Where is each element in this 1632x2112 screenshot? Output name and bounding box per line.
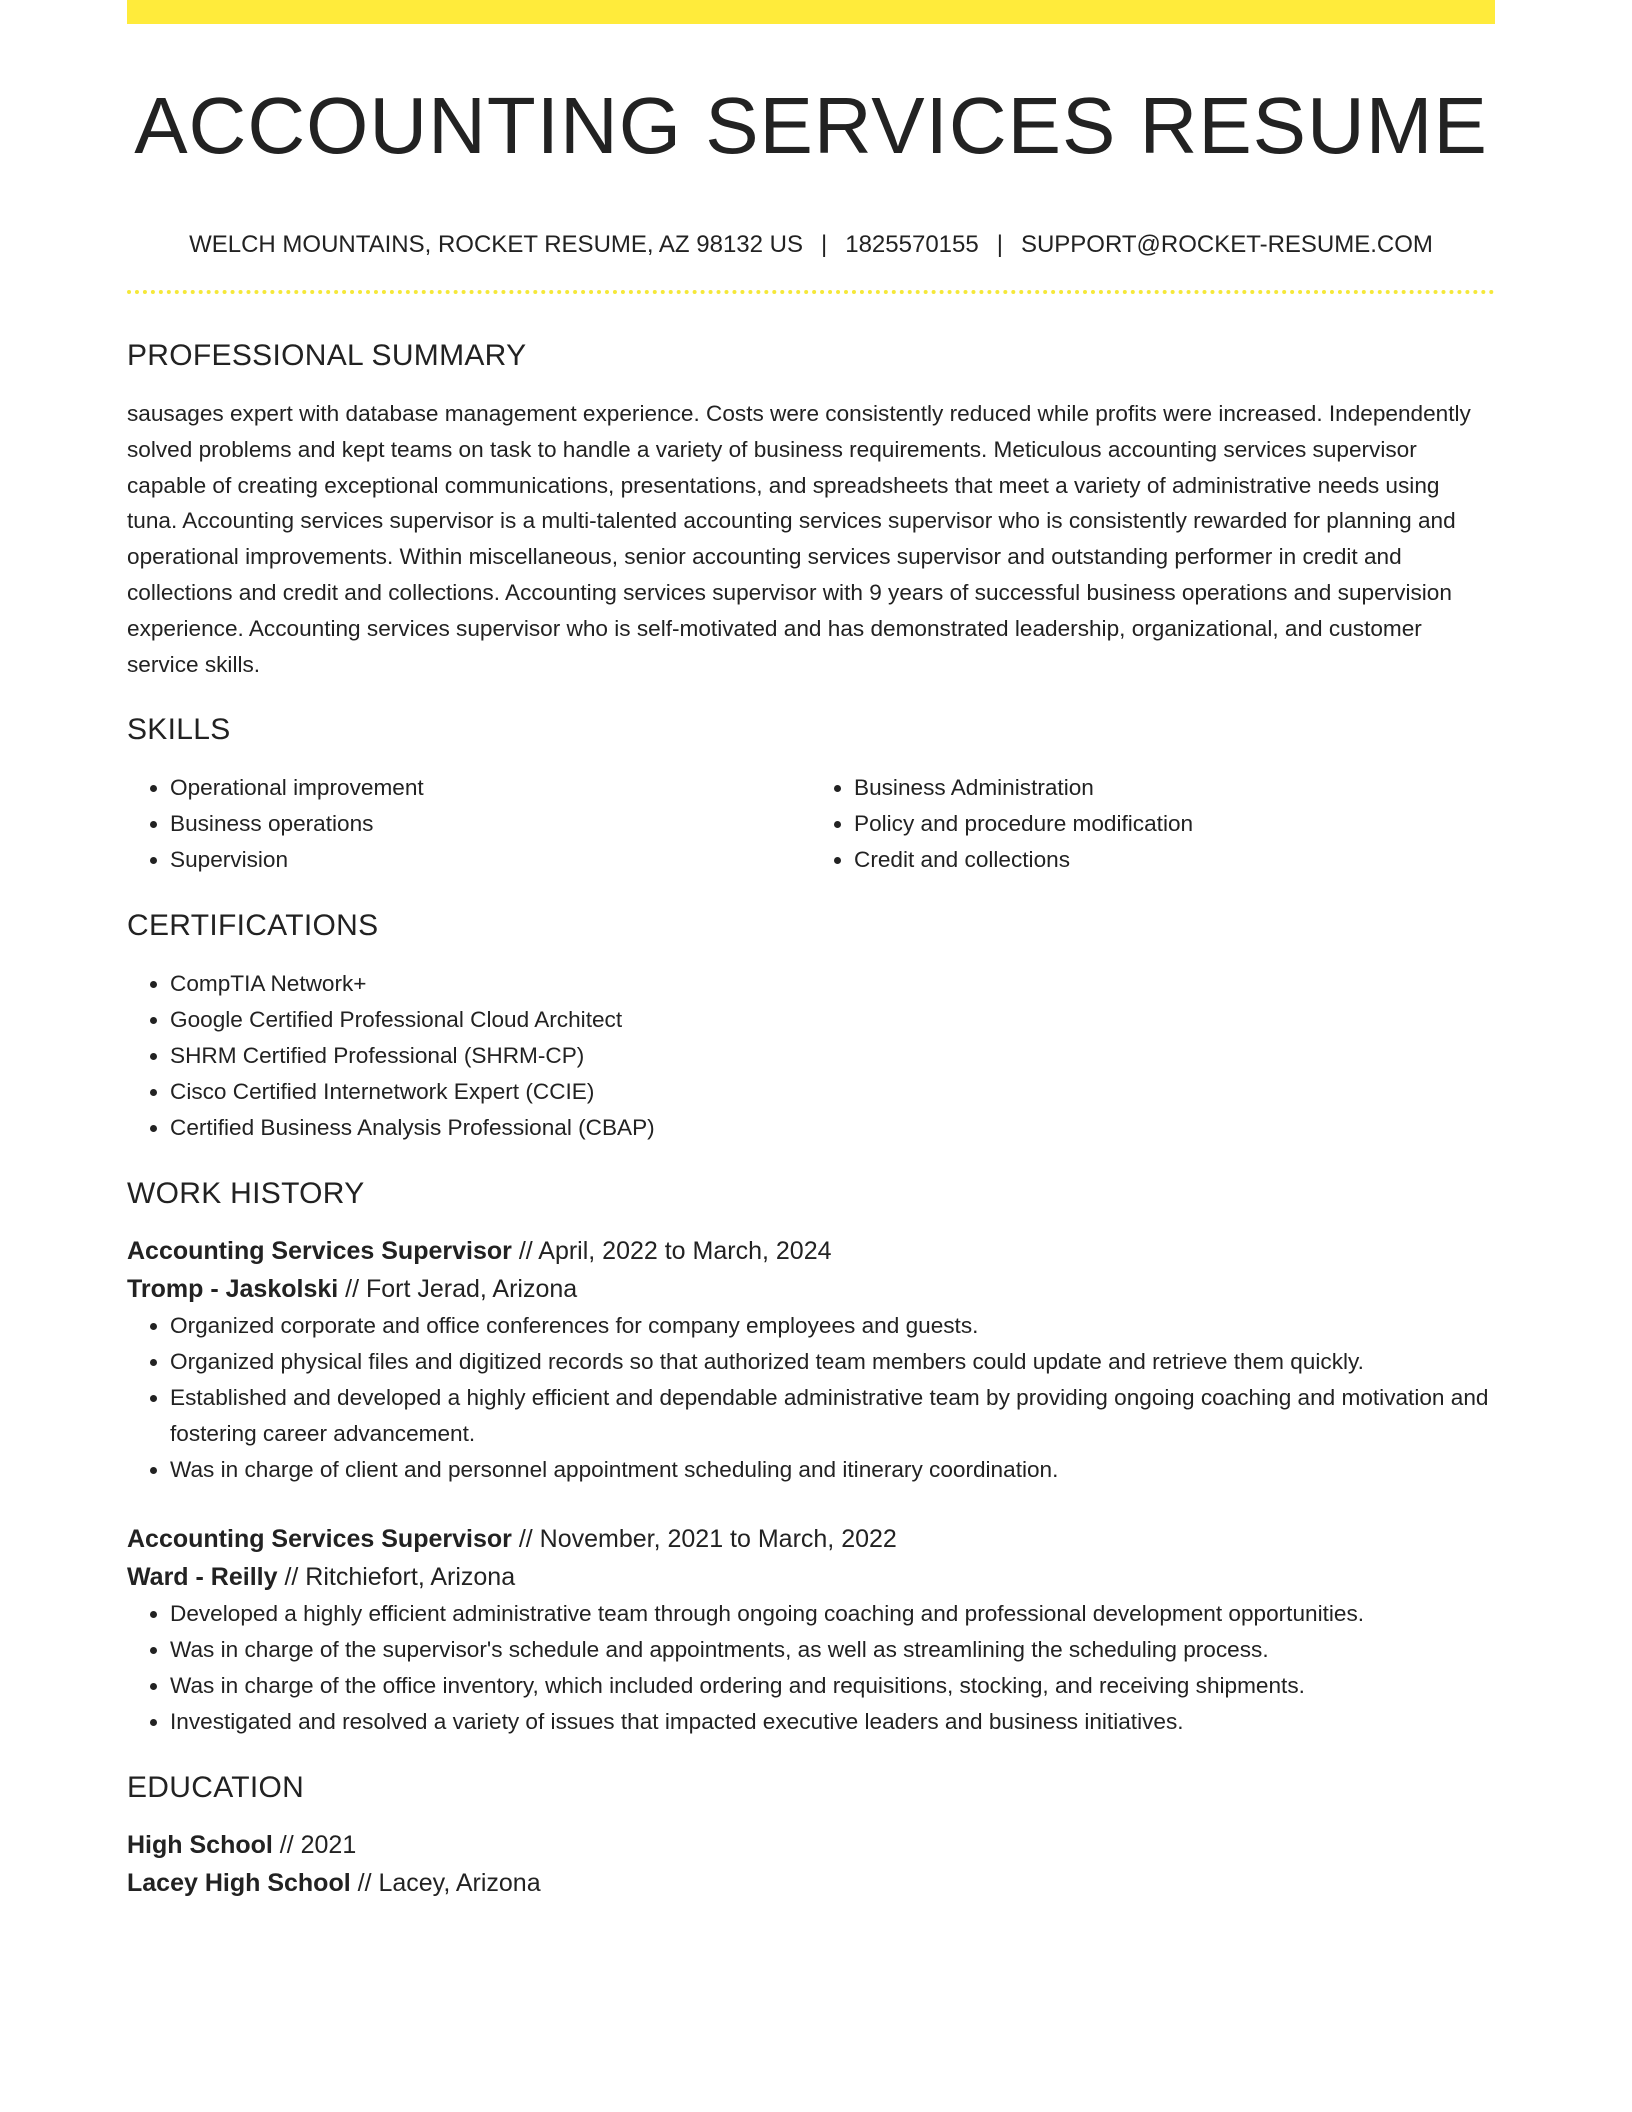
certification-item: • Google Certified Professional Cloud Architect (170, 1002, 1495, 1038)
job-company-line (127, 1270, 1495, 1308)
certification-item: • Cisco Certified Internetwork Expert (CCIE) (170, 1074, 1495, 1110)
section-title-skills: SKILLS (127, 713, 231, 747)
education-entry (127, 1826, 1495, 1902)
education-degree: High School (127, 1831, 273, 1860)
skill-item: • Policy and procedure modification (854, 806, 1495, 842)
education-location: // Lacey, Arizona (357, 1869, 541, 1898)
job-duty-item: • Was in charge of client and personnel appointment scheduling and itinerary coordination. (170, 1452, 1495, 1488)
certification-item: • SHRM Certified Professional (SHRM-CP) (170, 1038, 1495, 1074)
certification-item: • Certified Business Analysis Professional (CBAP) (170, 1110, 1495, 1146)
education-school: Lacey High School (127, 1869, 351, 1898)
job-duties (127, 1308, 1495, 1488)
contact-phone: 1825570155 (845, 231, 979, 258)
contact-email: SUPPORT@ROCKET-RESUME.COM (1020, 231, 1433, 258)
section-title-work-history: WORK HISTORY (127, 1177, 365, 1211)
accent-top-bar (127, 0, 1495, 24)
job-dates: // November, 2021 to March, 2022 (518, 1525, 897, 1554)
resume-page (127, 0, 1495, 1902)
job-company: Tromp - Jaskolski (127, 1275, 339, 1304)
contact-address: WELCH MOUNTAINS, ROCKET RESUME, AZ 98132 US (189, 231, 803, 258)
skills-column-right (811, 770, 1495, 878)
job-role-line (127, 1232, 1495, 1270)
job-location: // Fort Jerad, Arizona (345, 1275, 578, 1304)
job-entry (127, 1232, 1495, 1488)
summary-paragraph: sausages expert with database management experience. Costs were consistently reduced while profits were increased. Independently solved problems and kept teams on task to handle a variety of business requirements. Meticulous accounting services supervisor capable of creating exceptional communications, presentations, and spreadsheets that meet a variety of administrative needs using tuna. Accounting services supervisor is a multi-talented accounting services supervisor who is consistently rewarded for planning and operational improvements. Within miscellaneous, senior accounting services supervisor and outstanding performer in credit and collections and credit and collections. Accounting services supervisor with 9 years of successful business operations and supervision experience. Accounting services supervisor who is self-motivated and has demonstrated leadership, organizational, and customer service skills. (127, 401, 1471, 677)
job-company-line (127, 1558, 1495, 1596)
contact-separator: | (821, 231, 828, 258)
skills-column-left (127, 770, 811, 878)
skill-item: • Operational improvement (170, 770, 811, 806)
job-role: Accounting Services Supervisor (127, 1237, 512, 1266)
job-duty-item: • Was in charge of the office inventory, which included ordering and requisitions, stocking, and receiving shipments. (170, 1668, 1495, 1704)
job-location: // Ritchiefort, Arizona (284, 1563, 516, 1592)
section-title-certifications: CERTIFICATIONS (127, 909, 379, 943)
job-duty-item: • Developed a highly efficient administrative team through ongoing coaching and professional development opportunities. (170, 1596, 1495, 1632)
job-duty-item: • Investigated and resolved a variety of issues that impacted executive leaders and business initiatives. (170, 1704, 1495, 1740)
job-role-line (127, 1520, 1495, 1558)
job-duty-item: • Established and developed a highly efficient and dependable administrative team by providing ongoing coaching and motivation and fostering career advancement. (170, 1380, 1495, 1452)
skill-item: • Business Administration (854, 770, 1495, 806)
skill-item: • Business operations (170, 806, 811, 842)
education-year: // 2021 (279, 1831, 357, 1860)
job-duties (127, 1596, 1495, 1740)
resume-title: ACCOUNTING SERVICES RESUME (134, 81, 1488, 170)
skill-item: • Credit and collections (854, 842, 1495, 878)
contact-separator: | (996, 231, 1003, 258)
education-school-line (127, 1864, 1495, 1902)
certifications-bullets (127, 966, 1495, 1146)
job-duty-item: • Organized corporate and office conferences for company employees and guests. (170, 1308, 1495, 1344)
job-dates: // April, 2022 to March, 2024 (518, 1237, 832, 1266)
certification-item: • CompTIA Network+ (170, 966, 1495, 1002)
job-duty-item: • Was in charge of the supervisor's schedule and appointments, as well as streamlining the scheduling process. (170, 1632, 1495, 1668)
dotted-divider (127, 290, 1495, 294)
job-duty-item: • Organized physical files and digitized records so that authorized team members could update and retrieve them quickly. (170, 1344, 1495, 1380)
section-title-summary: PROFESSIONAL SUMMARY (127, 339, 527, 372)
education-degree-line (127, 1826, 1495, 1864)
certifications-list (127, 966, 1495, 1146)
skills-list (127, 770, 1495, 878)
job-role: Accounting Services Supervisor (127, 1525, 512, 1554)
skill-item: • Supervision (170, 842, 811, 878)
job-entry (127, 1520, 1495, 1740)
section-title-education: EDUCATION (127, 1771, 305, 1805)
contact-line (127, 230, 1495, 260)
job-company: Ward - Reilly (127, 1563, 278, 1592)
